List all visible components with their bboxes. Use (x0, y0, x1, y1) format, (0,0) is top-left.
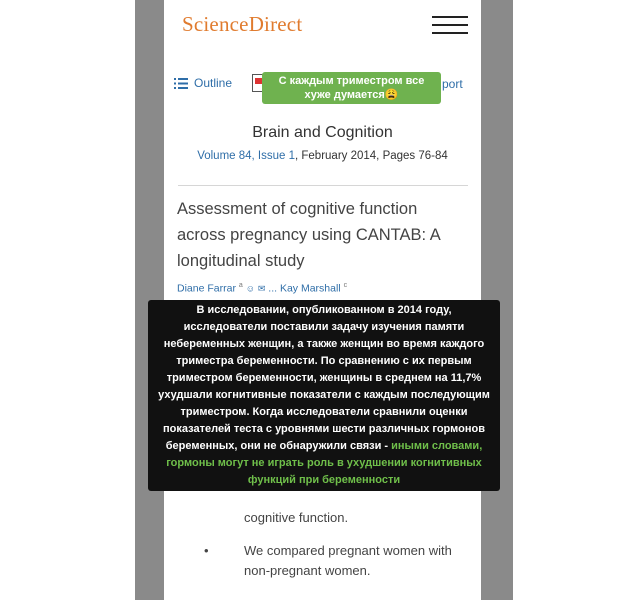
menu-icon[interactable] (432, 16, 468, 36)
volume-info (164, 150, 481, 162)
story-caption-sticker: С каждым триместром все хуже думается😩 (262, 72, 441, 104)
highlight-item (178, 541, 468, 581)
journal-name[interactable]: Brain and Cognition (252, 124, 393, 141)
person-icon: ☺ (245, 283, 255, 294)
outline-button[interactable] (174, 76, 232, 90)
date-pages: , February 2014, Pages 76-84 (295, 150, 448, 162)
left-margin (0, 0, 135, 600)
outline-label: Outline (194, 76, 233, 90)
list-icon (174, 78, 188, 89)
overlay-text: В исследовании, опубликованном в 2014 году, исследователи поставили задачу изучения памяти небеременных женщин, а также женщин во время каждого триместра беременности. По сравнению с их первым триместром беременности, женщины в среднем на 11,7% ухудшали когнитивные показатели с каждым последующим триместром. Когда исследователи сравнили оценки показателей теста с уровнями шести различных гормонов беременных, они не обнаружили связи - (158, 304, 490, 452)
export-button[interactable]: port (442, 77, 463, 91)
highlight-text: We compared pregnant women with non-pregnant women. (244, 543, 452, 578)
article-title: Assessment of cognitive function across pregnancy using CANTAB: A longitudinal study (177, 200, 440, 270)
mail-icon[interactable]: ✉ (257, 283, 266, 294)
author-sup: c (343, 282, 348, 289)
authors-line (177, 282, 347, 295)
volume-link[interactable]: Volume 84, Issue 1 (197, 150, 295, 162)
author-link[interactable]: Diane Farrar (177, 282, 236, 295)
story-text-overlay (148, 300, 500, 491)
authors-more[interactable]: ... Kay Marshall (268, 282, 341, 295)
highlight-tail: cognitive function. (244, 510, 349, 525)
bullet: • (204, 543, 209, 558)
author-sup: a (238, 282, 243, 289)
divider (178, 185, 468, 186)
sciencedirect-logo[interactable]: ScienceDirect (182, 12, 303, 36)
overlay-highlight: иными словами, гормоны могут не играть роль в ухудшении когнитивных функций при беременности (166, 440, 483, 486)
